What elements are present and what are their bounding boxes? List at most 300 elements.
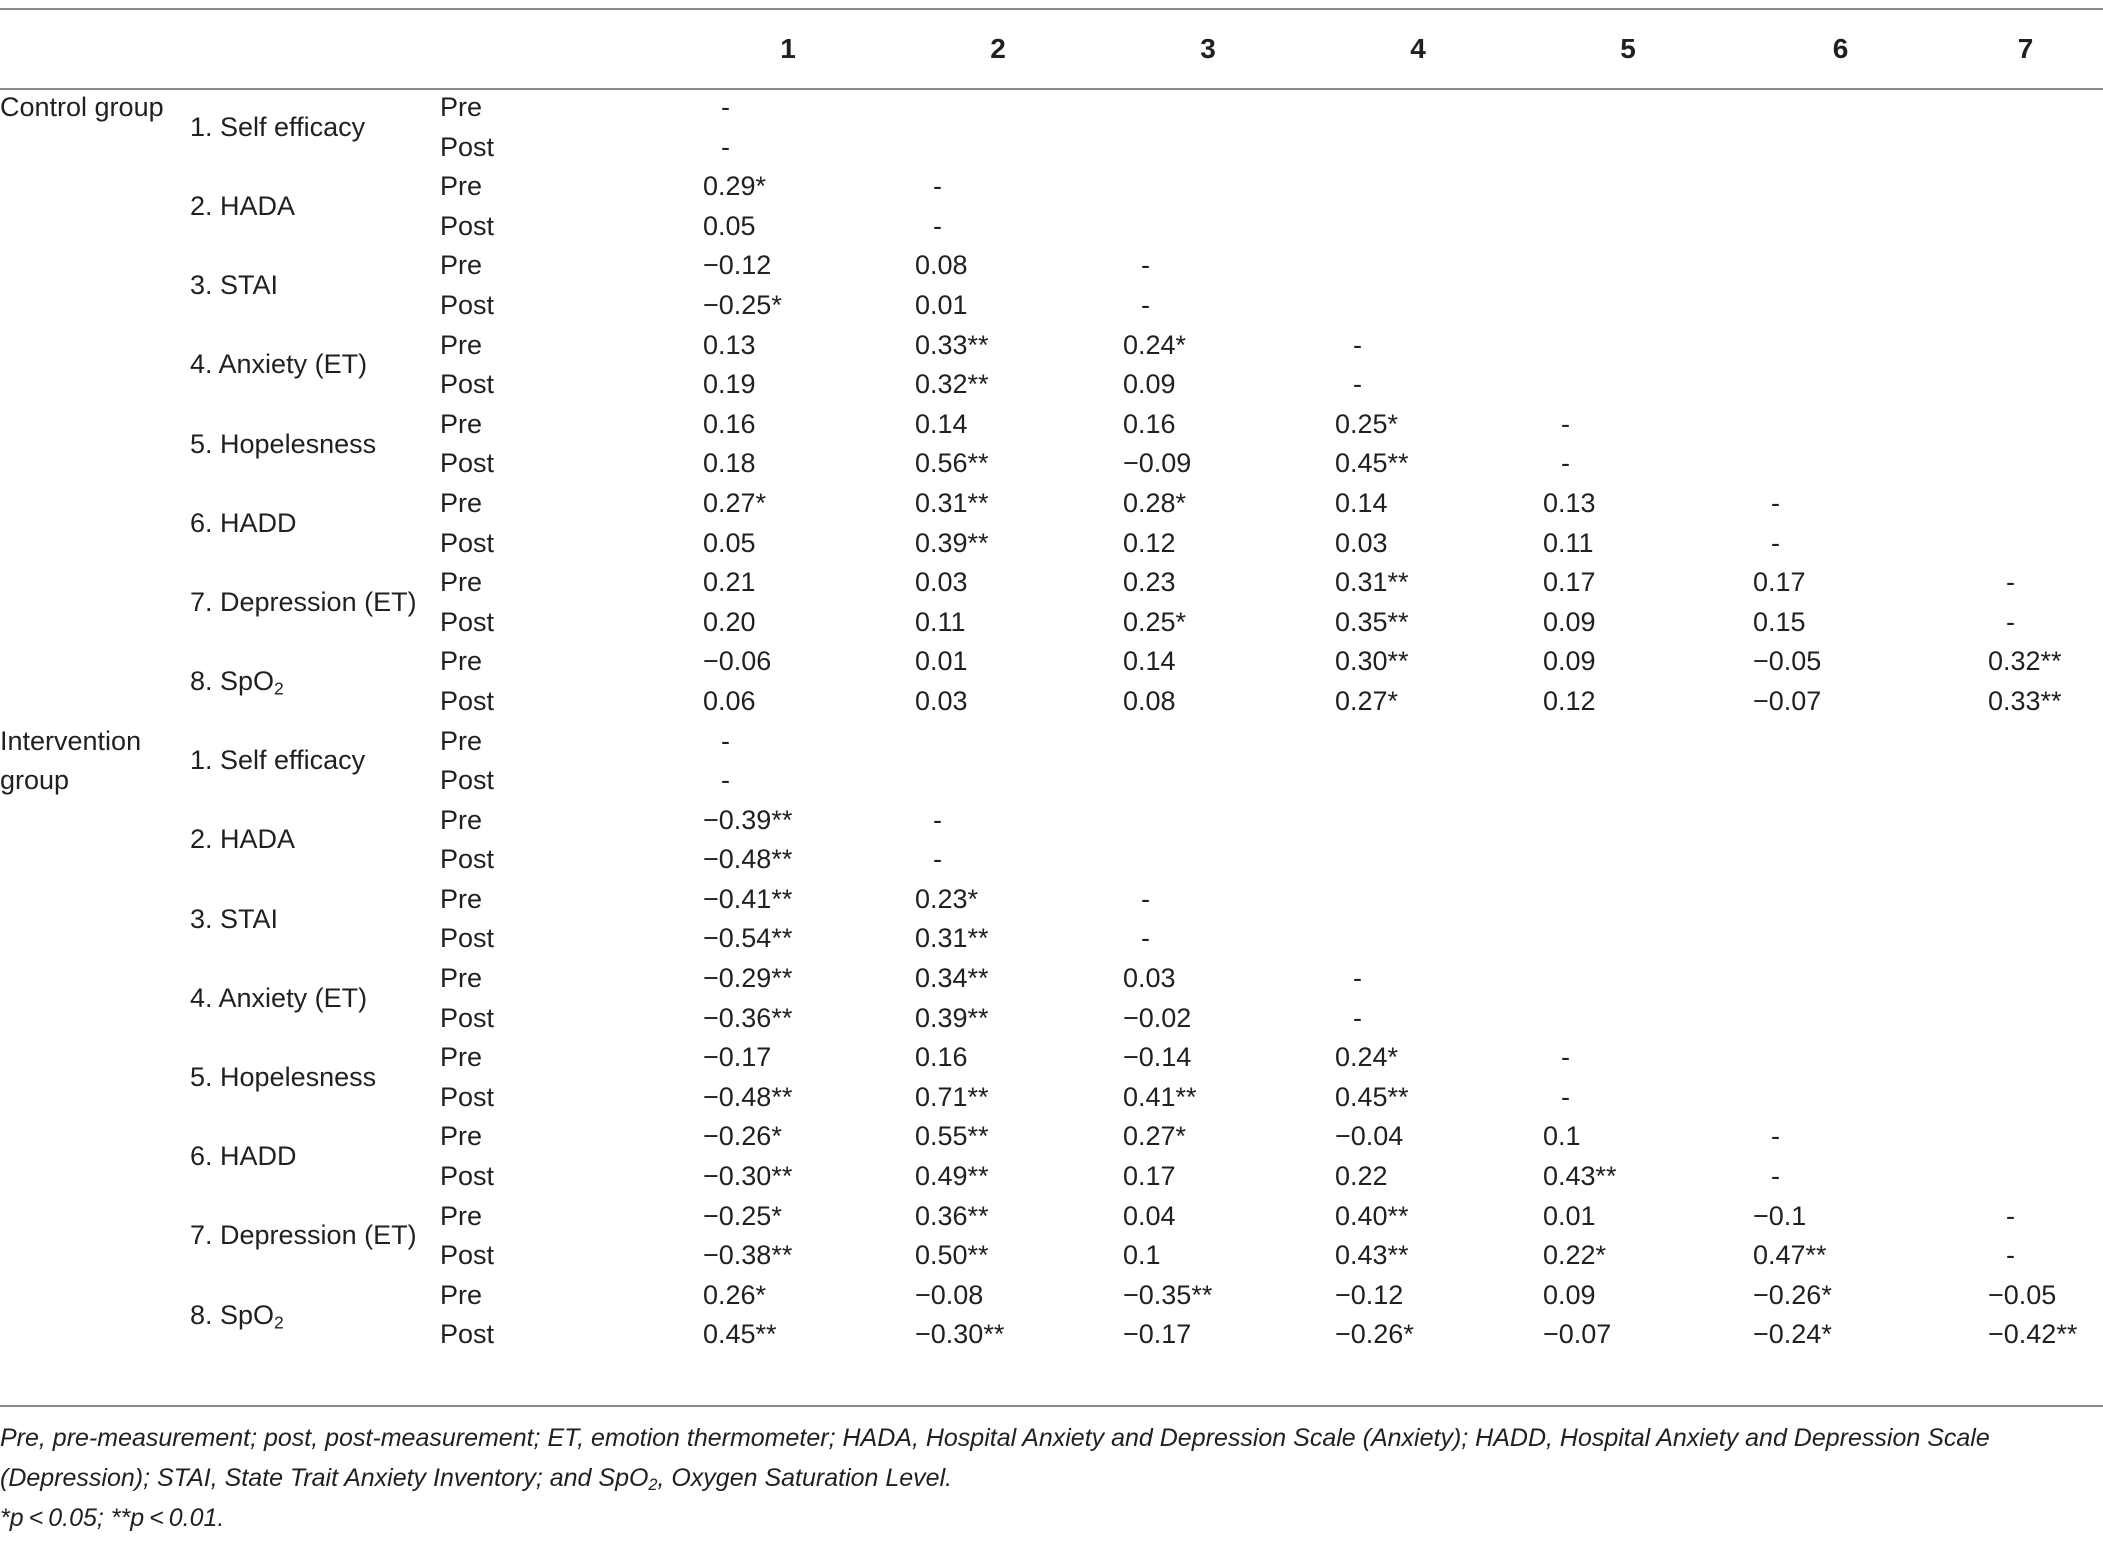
correlation-cell: 0.23* — [915, 883, 979, 914]
correlation-cell: 0.33** — [915, 329, 989, 360]
phase-label: Pre — [440, 1200, 483, 1231]
correlation-cell: 0.16 — [1123, 408, 1176, 439]
footnote-subscript: 2 — [648, 1476, 658, 1495]
correlation-cell: 0.34** — [915, 963, 989, 994]
phase-label: Pre — [440, 250, 483, 281]
variable-label — [190, 88, 440, 167]
correlation-cell: 0.05 — [703, 527, 756, 558]
correlation-cell: 0.45** — [1335, 448, 1409, 479]
group-label: Control group — [0, 92, 164, 122]
phase-label: Post — [440, 923, 495, 954]
correlation-cell — [1103, 761, 1313, 801]
correlation-cell: 0.45** — [703, 1319, 777, 1350]
phase-label: Post — [440, 1161, 495, 1192]
correlation-cell — [1313, 286, 1523, 326]
correlation-cell — [1948, 286, 2103, 326]
correlation-cell: −0.24* — [1753, 1319, 1832, 1350]
correlation-cell: −0.08 — [915, 1279, 984, 1310]
correlation-cell — [1103, 722, 1313, 762]
header-cell: 1 — [780, 33, 796, 64]
correlation-cell: - — [1561, 408, 1570, 439]
correlation-cell: 0.14 — [1335, 487, 1388, 518]
correlation-cell — [1733, 88, 1948, 128]
header-cell — [440, 10, 683, 88]
correlation-cell: 0.43** — [1335, 1240, 1409, 1271]
correlation-cell: −0.29** — [703, 963, 793, 994]
table-row — [0, 722, 2103, 762]
group-spacer — [0, 642, 190, 721]
correlation-cell — [1103, 167, 1313, 207]
correlation-cell: 0.31** — [915, 923, 989, 954]
correlation-cell — [1313, 880, 1523, 920]
correlation-cell — [1948, 88, 2103, 128]
correlation-cell — [1733, 840, 1948, 880]
correlation-cell: 0.09 — [1123, 369, 1176, 400]
phase-label: Post — [440, 527, 495, 558]
correlation-cell: 0.50** — [915, 1240, 989, 1271]
correlation-cell: - — [933, 804, 942, 835]
phase-label: Post — [440, 131, 495, 162]
correlation-cell — [1523, 128, 1733, 168]
correlation-cell: 0.15 — [1753, 606, 1806, 637]
header-row — [0, 10, 2103, 88]
variable-label — [190, 959, 440, 1038]
correlation-cell — [1313, 722, 1523, 762]
correlation-cell: 0.11 — [1543, 527, 1594, 558]
correlation-cell: −0.36** — [703, 1002, 793, 1033]
correlation-cell: 0.09 — [1543, 1279, 1596, 1310]
correlation-cell: −0.26* — [703, 1121, 782, 1152]
correlation-cell: 0.09 — [1543, 646, 1596, 677]
correlation-cell: - — [1141, 289, 1150, 320]
correlation-cell: −0.25* — [703, 1200, 782, 1231]
correlation-cell: 0.19 — [703, 369, 756, 400]
correlation-cell — [1948, 1117, 2103, 1157]
correlation-cell: 0.56** — [915, 448, 989, 479]
correlation-cell: - — [721, 765, 730, 796]
variable-subscript: 2 — [274, 1311, 284, 1332]
correlation-cell: 0.03 — [1123, 963, 1176, 994]
correlation-cell: - — [2006, 606, 2015, 637]
header-cell: 7 — [2017, 33, 2034, 64]
variable-label — [190, 1038, 440, 1117]
correlation-cell — [1733, 326, 1948, 366]
correlation-cell: −0.14 — [1123, 1042, 1192, 1073]
variable-name: 1. Self efficacy — [190, 111, 366, 142]
correlation-cell — [1948, 167, 2103, 207]
correlation-cell — [1103, 88, 1313, 128]
variable-name: 6. HADD — [190, 1141, 297, 1172]
correlation-cell: −0.39** — [703, 804, 793, 835]
correlation-cell: −0.35** — [1123, 1279, 1213, 1310]
correlation-cell: 0.24* — [1335, 1042, 1399, 1073]
variable-label — [190, 1197, 440, 1276]
table-footnote — [0, 1418, 2090, 1538]
correlation-cell — [893, 722, 1103, 762]
correlation-cell: 0.17 — [1123, 1161, 1176, 1192]
phase-label: Pre — [440, 1042, 483, 1073]
correlation-cell: 0.49** — [915, 1161, 989, 1192]
correlation-cell: −0.30** — [915, 1319, 1005, 1350]
correlation-cell — [1523, 761, 1733, 801]
table-row — [0, 246, 2103, 286]
correlation-cell — [1103, 128, 1313, 168]
correlation-cell: −0.05 — [1988, 1279, 2057, 1310]
correlation-cell: 0.08 — [915, 250, 968, 281]
phase-label: Pre — [440, 171, 483, 202]
group-spacer — [0, 1197, 190, 1276]
correlation-cell — [1523, 365, 1733, 405]
correlation-cell: 0.25* — [1123, 606, 1187, 637]
correlation-cell — [1948, 444, 2103, 484]
phase-label: Pre — [440, 804, 483, 835]
phase-label: Pre — [440, 1279, 483, 1310]
correlation-cell: - — [2006, 1200, 2015, 1231]
correlation-cell: 0.09 — [1543, 606, 1596, 637]
correlation-cell: - — [721, 131, 730, 162]
correlation-cell: 0.28* — [1123, 487, 1187, 518]
group-spacer — [0, 1276, 190, 1355]
correlation-cell: −0.02 — [1123, 1002, 1192, 1033]
bottom-rule — [0, 1405, 2103, 1407]
correlation-cell — [1948, 128, 2103, 168]
phase-label: Post — [440, 1240, 495, 1271]
correlation-cell: 0.27* — [1123, 1121, 1187, 1152]
correlation-cell: 0.31** — [915, 487, 989, 518]
correlation-cell: - — [1141, 250, 1150, 281]
correlation-cell — [1313, 840, 1523, 880]
correlation-cell: −0.05 — [1753, 646, 1822, 677]
correlation-cell — [1948, 365, 2103, 405]
correlation-cell: 0.32** — [1988, 646, 2062, 677]
correlation-cell — [1733, 167, 1948, 207]
variable-name: 4. Anxiety (ET) — [190, 349, 368, 380]
correlation-cell: −0.38** — [703, 1240, 793, 1271]
correlation-cell — [1313, 246, 1523, 286]
phase-label: Post — [440, 765, 495, 796]
correlation-cell: 0.12 — [1543, 685, 1596, 716]
correlation-cell: 0.17 — [1753, 567, 1806, 598]
correlation-cell — [1733, 999, 1948, 1039]
correlation-cell: −0.06 — [703, 646, 772, 677]
correlation-cell: - — [721, 725, 730, 756]
correlation-cell — [1948, 246, 2103, 286]
phase-label: Pre — [440, 567, 483, 598]
correlation-cell — [1523, 840, 1733, 880]
variable-name: 7. Depression (ET) — [190, 586, 417, 617]
variable-name: 5. Hopelesness — [190, 1062, 377, 1093]
table-row — [0, 1276, 2103, 1316]
correlation-cell — [893, 88, 1103, 128]
correlation-cell: 0.04 — [1123, 1200, 1176, 1231]
variable-name: 8. SpO — [190, 1299, 275, 1330]
correlation-cell: - — [933, 171, 942, 202]
correlation-cell: 0.16 — [915, 1042, 968, 1073]
footnote-significance: *p < 0.05; **p < 0.01. — [0, 1504, 225, 1532]
correlation-cell — [893, 761, 1103, 801]
correlation-cell: 0.32** — [915, 369, 989, 400]
variable-label — [190, 880, 440, 959]
correlation-cell — [1948, 880, 2103, 920]
correlation-cell: 0.39** — [915, 527, 989, 558]
footnote-text-end: , Oxygen Saturation Level. — [657, 1464, 953, 1492]
correlation-cell: - — [1353, 369, 1362, 400]
variable-label — [190, 1117, 440, 1196]
header-cell: 4 — [1410, 33, 1426, 64]
correlation-cell: 0.12 — [1123, 527, 1176, 558]
correlation-cell — [1523, 919, 1733, 959]
correlation-cell: 0.25* — [1335, 408, 1399, 439]
correlation-cell — [1523, 999, 1733, 1039]
group-spacer — [0, 880, 190, 959]
correlation-cell: 0.22* — [1543, 1240, 1607, 1271]
phase-label: Pre — [440, 487, 483, 518]
correlation-cell — [1948, 484, 2103, 524]
correlation-cell: - — [1353, 329, 1362, 360]
phase-label: Post — [440, 289, 495, 320]
correlation-cell: 0.35** — [1335, 606, 1409, 637]
correlation-cell: 0.18 — [703, 448, 756, 479]
variable-label — [190, 246, 440, 325]
phase-label: Post — [440, 1081, 495, 1112]
header-cell: 5 — [1620, 33, 1636, 64]
table-row — [0, 326, 2103, 366]
correlation-cell — [1523, 326, 1733, 366]
correlation-cell: 0.01 — [915, 646, 968, 677]
correlation-cell — [1523, 880, 1733, 920]
correlation-cell: 0.27* — [1335, 685, 1399, 716]
correlation-cell: 0.39** — [915, 1002, 989, 1033]
header-cell: 3 — [1200, 33, 1216, 64]
correlation-cell: - — [933, 844, 942, 875]
correlation-cell: 0.03 — [915, 685, 968, 716]
correlation-cell — [1733, 722, 1948, 762]
correlation-cell — [1733, 761, 1948, 801]
variable-name: 6. HADD — [190, 507, 297, 538]
correlation-cell — [1523, 801, 1733, 841]
correlation-cell — [1733, 1078, 1948, 1118]
correlation-cell — [1313, 761, 1523, 801]
table-row — [0, 1038, 2103, 1078]
correlation-cell: 0.43** — [1543, 1161, 1617, 1192]
correlation-cell: 0.71** — [915, 1081, 989, 1112]
correlation-cell: - — [933, 210, 942, 241]
phase-label: Pre — [440, 329, 483, 360]
header-cell: 2 — [990, 33, 1006, 64]
correlation-cell: 0.29* — [703, 171, 767, 202]
correlation-cell: 0.13 — [1543, 487, 1596, 518]
variable-subscript: 2 — [274, 678, 284, 699]
correlation-cell: 0.55** — [915, 1121, 989, 1152]
correlation-cell — [1733, 405, 1948, 445]
correlation-cell: −0.25* — [703, 289, 782, 320]
correlation-cell: −0.42** — [1988, 1319, 2078, 1350]
correlation-cell — [1948, 405, 2103, 445]
correlation-cell — [1733, 286, 1948, 326]
correlation-cell — [1733, 1038, 1948, 1078]
correlation-cell: 0.06 — [703, 685, 756, 716]
variable-label — [190, 167, 440, 246]
correlation-cell: 0.13 — [703, 329, 756, 360]
correlation-cell: - — [1561, 448, 1570, 479]
phase-label: Post — [440, 1319, 495, 1350]
table-row — [0, 801, 2103, 841]
table-row — [0, 1117, 2103, 1157]
correlation-cell — [1948, 524, 2103, 564]
correlation-cell: - — [1353, 963, 1362, 994]
correlation-cell: 0.21 — [703, 567, 756, 598]
group-spacer — [0, 959, 190, 1038]
phase-label: Post — [440, 210, 495, 241]
correlation-cell — [1948, 1157, 2103, 1197]
table-row — [0, 880, 2103, 920]
phase-label: Post — [440, 606, 495, 637]
correlation-cell: −0.54** — [703, 923, 793, 954]
correlation-cell: - — [1771, 527, 1780, 558]
phase-label: Pre — [440, 408, 483, 439]
phase-label: Pre — [440, 1121, 483, 1152]
correlation-cell — [1733, 959, 1948, 999]
correlation-cell: −0.1 — [1753, 1200, 1807, 1231]
correlation-cell: 0.1 — [1123, 1240, 1161, 1271]
correlation-cell: 0.27* — [703, 487, 767, 518]
correlation-cell: 0.45** — [1335, 1081, 1409, 1112]
correlation-cell: −0.04 — [1335, 1121, 1404, 1152]
variable-name: 8. SpO — [190, 666, 275, 697]
correlation-cell — [1523, 286, 1733, 326]
variable-name: 3. STAI — [190, 903, 279, 934]
correlation-cell — [1313, 801, 1523, 841]
correlation-cell — [1313, 128, 1523, 168]
correlation-cell: - — [1353, 1002, 1362, 1033]
group-spacer — [0, 1117, 190, 1196]
correlation-cell: 0.14 — [915, 408, 968, 439]
table-row — [0, 167, 2103, 207]
correlation-cell: 0.26* — [703, 1279, 767, 1310]
phase-label: Post — [440, 685, 495, 716]
header-cell — [0, 10, 190, 88]
correlation-cell — [1733, 365, 1948, 405]
correlation-cell: 0.11 — [915, 606, 966, 637]
group-spacer — [0, 563, 190, 642]
correlation-cell — [1103, 801, 1313, 841]
variable-label — [190, 722, 440, 801]
table-row — [0, 1197, 2103, 1237]
correlation-cell — [1948, 326, 2103, 366]
variable-label — [190, 1276, 440, 1355]
correlation-cell — [1948, 722, 2103, 762]
correlation-cell — [1313, 919, 1523, 959]
correlation-cell: −0.17 — [1123, 1319, 1192, 1350]
correlation-cell — [1313, 88, 1523, 128]
correlation-cell: 0.17 — [1543, 567, 1596, 598]
table-row — [0, 959, 2103, 999]
correlation-cell — [1948, 840, 2103, 880]
variable-label — [190, 326, 440, 405]
correlation-cell: - — [2006, 567, 2015, 598]
correlation-cell — [1948, 1038, 2103, 1078]
footnote-text: Pre, pre-measurement; post, post-measurement; ET, emotion thermometer; HADA, Hospital Anxiety and Depression Scale (Anxiety); HADD, Hospital Anxiety and Depression Scale (Depression); STAI, State Trait Anxiety Inventory; and SpO — [0, 1424, 1990, 1492]
correlation-cell: 0.08 — [1123, 685, 1176, 716]
group-label: Intervention group — [0, 725, 142, 796]
correlation-cell: −0.07 — [1543, 1319, 1612, 1350]
correlation-cell: - — [1561, 1042, 1570, 1073]
correlation-table — [0, 10, 2103, 1355]
correlation-cell — [1523, 722, 1733, 762]
correlation-cell — [1523, 246, 1733, 286]
correlation-cell: - — [1141, 923, 1150, 954]
correlation-cell: - — [721, 92, 730, 122]
phase-label: Pre — [440, 883, 483, 914]
correlation-cell: 0.31** — [1335, 567, 1409, 598]
phase-label: Post — [440, 448, 495, 479]
correlation-cell: −0.48** — [703, 844, 793, 875]
phase-label: Pre — [440, 963, 483, 994]
correlation-cell: 0.05 — [703, 210, 756, 241]
correlation-cell: 0.14 — [1123, 646, 1176, 677]
variable-name: 5. Hopelesness — [190, 428, 377, 459]
correlation-cell: −0.12 — [703, 250, 772, 281]
variable-label — [190, 484, 440, 563]
correlation-cell: 0.01 — [915, 289, 968, 320]
phase-label: Pre — [440, 725, 483, 756]
correlation-cell: 0.1 — [1543, 1121, 1581, 1152]
variable-name: 2. HADA — [190, 190, 296, 221]
correlation-cell — [1313, 167, 1523, 207]
phase-label: Post — [440, 844, 495, 875]
phase-label: Post — [440, 369, 495, 400]
group-spacer — [0, 1038, 190, 1117]
table-row — [0, 405, 2103, 445]
correlation-cell: - — [1561, 1081, 1570, 1112]
correlation-cell: −0.07 — [1753, 685, 1822, 716]
correlation-cell: - — [1771, 1121, 1780, 1152]
variable-name: 1. Self efficacy — [190, 745, 366, 776]
correlation-cell — [1733, 919, 1948, 959]
correlation-cell: - — [1771, 1161, 1780, 1192]
correlation-cell: 0.47** — [1753, 1240, 1827, 1271]
footnote-abbreviations — [0, 1418, 2090, 1498]
variable-name: 4. Anxiety (ET) — [190, 982, 368, 1013]
variable-label — [190, 405, 440, 484]
table-row — [0, 484, 2103, 524]
variable-name: 2. HADA — [190, 824, 296, 855]
phase-label: Pre — [440, 646, 483, 677]
variable-name: 3. STAI — [190, 270, 279, 301]
header-cell — [190, 10, 440, 88]
correlation-cell: 0.03 — [1335, 527, 1388, 558]
correlation-cell — [1523, 959, 1733, 999]
correlation-cell: −0.12 — [1335, 1279, 1404, 1310]
correlation-cell: - — [2006, 1240, 2015, 1271]
group-spacer — [0, 326, 190, 405]
correlation-cell: −0.48** — [703, 1081, 793, 1112]
group-spacer — [0, 405, 190, 484]
table-row — [0, 642, 2103, 682]
correlation-cell — [1523, 207, 1733, 247]
header-cell: 6 — [1832, 33, 1849, 64]
correlation-cell: −0.30** — [703, 1161, 793, 1192]
correlation-cell — [1733, 128, 1948, 168]
correlation-cell: 0.16 — [703, 408, 756, 439]
correlation-cell — [1948, 761, 2103, 801]
phase-label: Post — [440, 1002, 495, 1033]
variable-name: 7. Depression (ET) — [190, 1220, 417, 1251]
correlation-cell — [1948, 999, 2103, 1039]
correlation-cell — [1733, 246, 1948, 286]
correlation-cell: 0.22 — [1335, 1161, 1388, 1192]
correlation-cell — [1103, 840, 1313, 880]
